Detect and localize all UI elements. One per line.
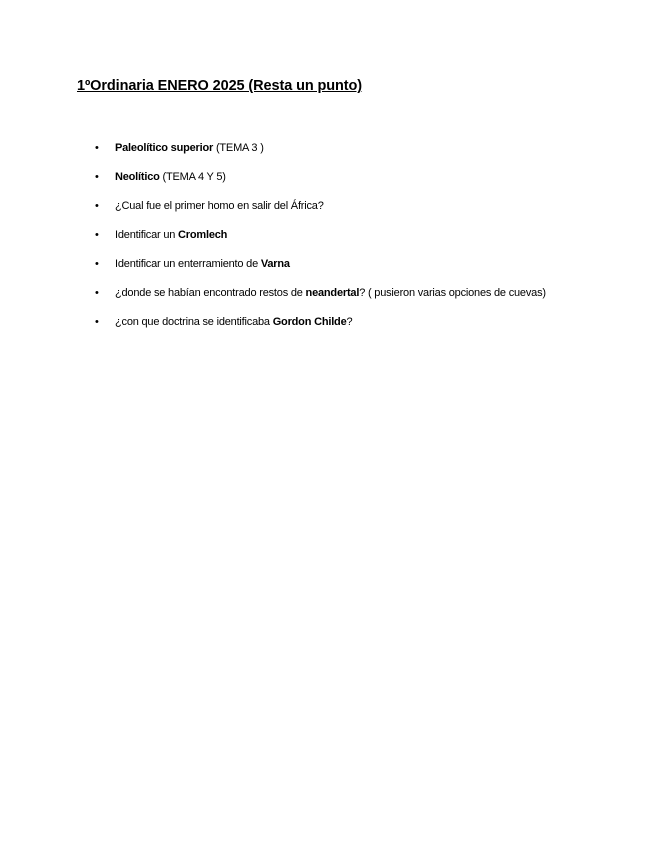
bullet-icon: • — [95, 287, 99, 299]
bullet-icon: • — [95, 258, 99, 270]
item-text: ¿Cual fue el primer homo en salir del África? — [115, 200, 324, 212]
question-list — [92, 140, 562, 343]
item-text: Identificar un enterramiento de — [115, 258, 261, 270]
list-item — [92, 256, 562, 272]
bullet-icon: • — [95, 200, 99, 212]
item-text: ¿con que doctrina se identificaba — [115, 316, 273, 328]
list-item — [92, 285, 562, 301]
list-item — [92, 227, 562, 243]
list-item — [92, 169, 562, 185]
item-text-bold: Neolítico — [115, 171, 160, 183]
list-item — [92, 198, 562, 214]
item-text-bold: Cromlech — [178, 229, 228, 241]
item-text-bold: Varna — [260, 258, 290, 270]
item-text: ¿donde se habían encontrado restos de — [115, 287, 306, 299]
bullet-icon: • — [95, 229, 99, 241]
bullet-icon: • — [95, 142, 99, 154]
item-text-bold: neandertal — [305, 287, 360, 299]
item-text-bold: Paleolítico superior — [115, 142, 214, 154]
item-text: (TEMA 4 Y 5) — [159, 171, 226, 183]
item-text: ? — [346, 316, 353, 328]
item-text: (TEMA 3 ) — [213, 142, 264, 154]
item-text: Identificar un — [115, 229, 179, 241]
list-item — [92, 140, 562, 156]
item-text-bold: Gordon Childe — [272, 316, 347, 328]
list-item — [92, 314, 562, 330]
bullet-icon: • — [95, 316, 99, 328]
bullet-icon: • — [95, 171, 99, 183]
item-text: ? ( pusieron varias opciones de cuevas) — [359, 287, 546, 299]
document-title: 1ºOrdinaria ENERO 2025 (Resta un punto) — [77, 78, 363, 94]
